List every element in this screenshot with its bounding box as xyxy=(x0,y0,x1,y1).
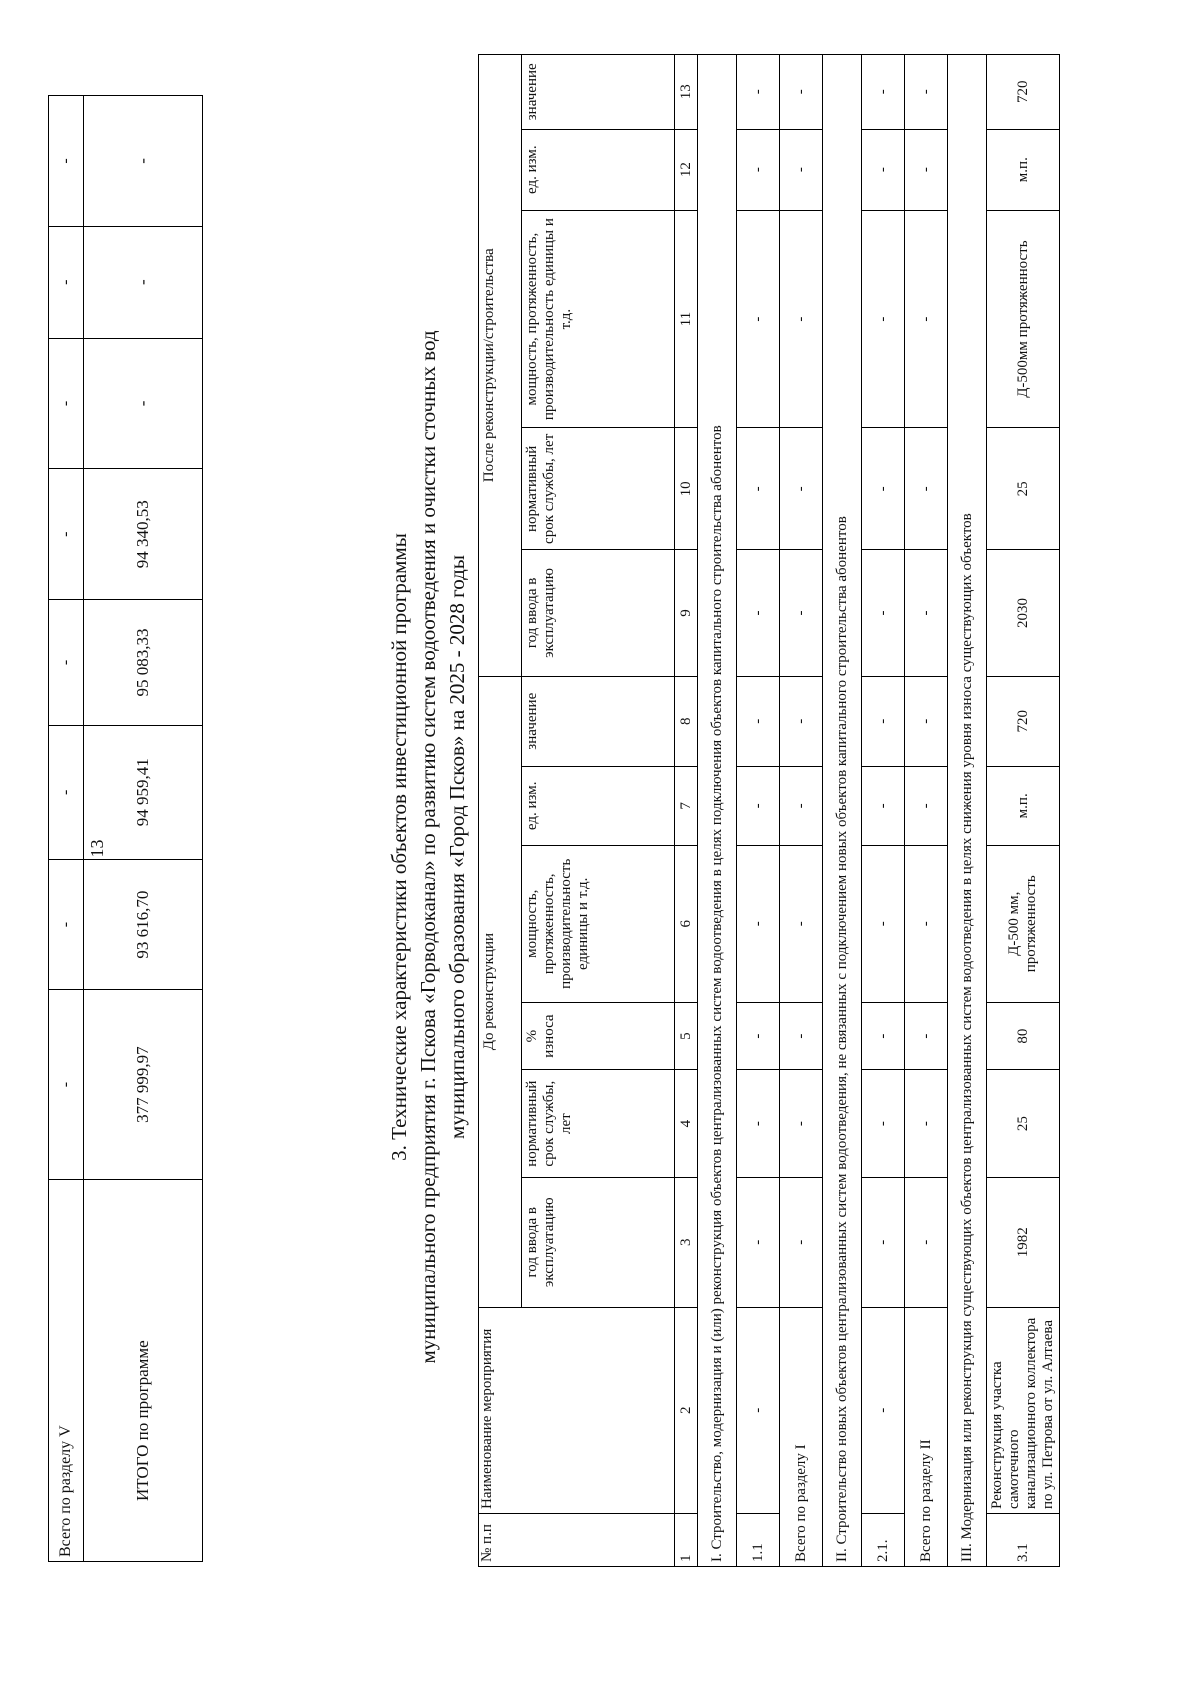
cell: - xyxy=(780,1002,823,1070)
table-row xyxy=(737,55,780,1567)
cell: - xyxy=(905,1177,948,1307)
section-total-label: Всего по разделу I xyxy=(780,1307,823,1566)
totals-cell: - xyxy=(49,600,84,726)
cell: 720 xyxy=(987,55,1060,130)
cell-num: 2.1. xyxy=(862,1514,905,1567)
cell: - xyxy=(737,428,780,550)
totals-cell: 377 999,97 xyxy=(84,990,203,1179)
table-row xyxy=(987,55,1060,1567)
section-total-label: Всего по разделу II xyxy=(905,1307,948,1566)
cell: - xyxy=(862,129,905,210)
cell: 720 xyxy=(987,676,1060,766)
col-number: 12 xyxy=(675,129,698,210)
section-2-header xyxy=(823,55,862,1567)
header-row-1 xyxy=(479,55,522,1567)
header-sub: нормативный срок службы, лет xyxy=(522,1070,675,1177)
cell: - xyxy=(737,676,780,766)
col-number: 2 xyxy=(675,1307,698,1513)
totals-label: ИТОГО по программе xyxy=(84,1179,203,1561)
totals-label: Всего по разделу V xyxy=(49,1179,84,1561)
section-3-header xyxy=(948,55,987,1567)
header-sub: нормативный срок службы, лет xyxy=(522,428,675,550)
totals-cell: - xyxy=(49,226,84,338)
cell: - xyxy=(862,1070,905,1177)
cell: - xyxy=(905,129,948,210)
title-line: муниципального предприятия г. Пскова «Горводоканал» по развитию систем водоотведения и очистки сточных вод xyxy=(416,330,440,1364)
cell: - xyxy=(780,1177,823,1307)
col-number: 7 xyxy=(675,766,698,845)
cell: - xyxy=(905,428,948,550)
cell: - xyxy=(780,1070,823,1177)
cell: - xyxy=(780,676,823,766)
col-number: 4 xyxy=(675,1070,698,1177)
header-sub: значение xyxy=(522,55,675,130)
totals-cell: - xyxy=(49,725,84,859)
cell: - xyxy=(862,676,905,766)
table-row xyxy=(862,55,905,1567)
col-number: 1 xyxy=(675,1514,698,1567)
header-sub: ед. изм. xyxy=(522,129,675,210)
totals-cell: - xyxy=(84,226,203,338)
cell-num: 3.1 xyxy=(987,1514,1060,1567)
cell: - xyxy=(905,550,948,676)
cell: - xyxy=(780,428,823,550)
cell: - xyxy=(862,845,905,1002)
cell: м.п. xyxy=(987,129,1060,210)
totals-cell: 94 959,41 xyxy=(84,725,203,859)
cell: - xyxy=(862,1307,905,1513)
section-title xyxy=(385,237,472,1457)
totals-cell: - xyxy=(49,990,84,1179)
totals-cell: 93 616,70 xyxy=(84,859,203,990)
cell-name: Реконструкция участка самотечного канализационного коллектора по ул. Петрова от ул. Алтаева xyxy=(987,1307,1060,1513)
totals-cell: - xyxy=(49,338,84,469)
section-title-1: I. Строительство, модернизация и (или) реконструкция объектов централизованных систем водоотведения в целях подключения объектов капитального строительства абонентов xyxy=(698,55,737,1567)
cell: - xyxy=(780,550,823,676)
section-1-header xyxy=(698,55,737,1567)
totals-table xyxy=(48,95,203,1562)
totals-cell: - xyxy=(49,96,84,227)
header-sub: год ввода в эксплуатацию xyxy=(522,550,675,676)
cell: - xyxy=(905,845,948,1002)
cell: Д-500 мм, протяженность xyxy=(987,845,1060,1002)
cell: 1982 xyxy=(987,1177,1060,1307)
cell: - xyxy=(737,1002,780,1070)
header-name: Наименование мероприятия xyxy=(479,1307,675,1513)
header-sub: ед. изм. xyxy=(522,766,675,845)
cell: - xyxy=(905,210,948,428)
cell: - xyxy=(780,129,823,210)
cell: - xyxy=(862,1002,905,1070)
header-num: № п.п xyxy=(479,1514,675,1567)
cell: - xyxy=(905,1002,948,1070)
totals-row-section5 xyxy=(49,96,84,1562)
cell: - xyxy=(862,210,905,428)
col-number: 5 xyxy=(675,1002,698,1070)
cell: - xyxy=(737,845,780,1002)
cell: - xyxy=(862,550,905,676)
cell: - xyxy=(780,845,823,1002)
totals-cell: - xyxy=(84,96,203,227)
col-number: 13 xyxy=(675,55,698,130)
col-number: 9 xyxy=(675,550,698,676)
section-title-3: III. Модернизация или реконструкция существующих объектов централизованных систем водоотведения в целях снижения уровня износа существующих объектов xyxy=(948,55,987,1567)
header-sub: мощность, протяженность, производительность единицы и т.д. xyxy=(522,210,675,428)
header-sub: мощность, протяженность, производительность единицы и т.д. xyxy=(522,845,675,1002)
cell: 25 xyxy=(987,428,1060,550)
tech-characteristics-table xyxy=(478,54,1060,1567)
cell: - xyxy=(737,766,780,845)
totals-cell: - xyxy=(49,469,84,600)
col-number: 8 xyxy=(675,676,698,766)
cell: 2030 xyxy=(987,550,1060,676)
cell: - xyxy=(737,1070,780,1177)
cell: - xyxy=(905,1070,948,1177)
section-title-2: II. Строительство новых объектов централизованных систем водоотведения, не связанных с подключением новых объектов капитального строительства абонентов xyxy=(823,55,862,1567)
cell-num: 1.1 xyxy=(737,1514,780,1567)
cell: - xyxy=(862,1177,905,1307)
col-number: 3 xyxy=(675,1177,698,1307)
totals-cell: 94 340,53 xyxy=(84,469,203,600)
section-total-row xyxy=(780,55,823,1567)
totals-cell: - xyxy=(49,859,84,990)
cell: 80 xyxy=(987,1002,1060,1070)
cell: - xyxy=(780,766,823,845)
cell: - xyxy=(737,1307,780,1513)
col-number: 10 xyxy=(675,428,698,550)
page-number: 13 xyxy=(87,839,107,858)
cell: - xyxy=(905,55,948,130)
col-number: 11 xyxy=(675,210,698,428)
cell: - xyxy=(737,210,780,428)
header-sub: год ввода в эксплуатацию xyxy=(522,1177,675,1307)
col-number: 6 xyxy=(675,845,698,1002)
cell: - xyxy=(905,676,948,766)
cell: м.п. xyxy=(987,766,1060,845)
cell: - xyxy=(862,428,905,550)
title-line: муниципального образования «Город Псков» на 2025 - 2028 годы xyxy=(445,555,469,1139)
section-total-row xyxy=(905,55,948,1567)
header-sub: % износа xyxy=(522,1002,675,1070)
cell: - xyxy=(737,1177,780,1307)
cell: - xyxy=(862,766,905,845)
cell: - xyxy=(780,55,823,130)
title-line: 3. Технические характеристики объектов инвестиционной программы xyxy=(387,533,411,1161)
cell: - xyxy=(737,129,780,210)
totals-cell: - xyxy=(84,338,203,469)
cell: - xyxy=(780,210,823,428)
cell: 25 xyxy=(987,1070,1060,1177)
cell: - xyxy=(737,550,780,676)
column-number-row xyxy=(675,55,698,1567)
header-sub: значение xyxy=(522,676,675,766)
header-before: До реконструкции xyxy=(479,676,522,1307)
cell: - xyxy=(862,55,905,130)
cell: - xyxy=(905,766,948,845)
header-after: После реконструкции/строительства xyxy=(479,55,522,677)
cell: - xyxy=(737,55,780,130)
cell: Д-500мм протяженность xyxy=(987,210,1060,428)
totals-cell: 95 083,33 xyxy=(84,600,203,726)
